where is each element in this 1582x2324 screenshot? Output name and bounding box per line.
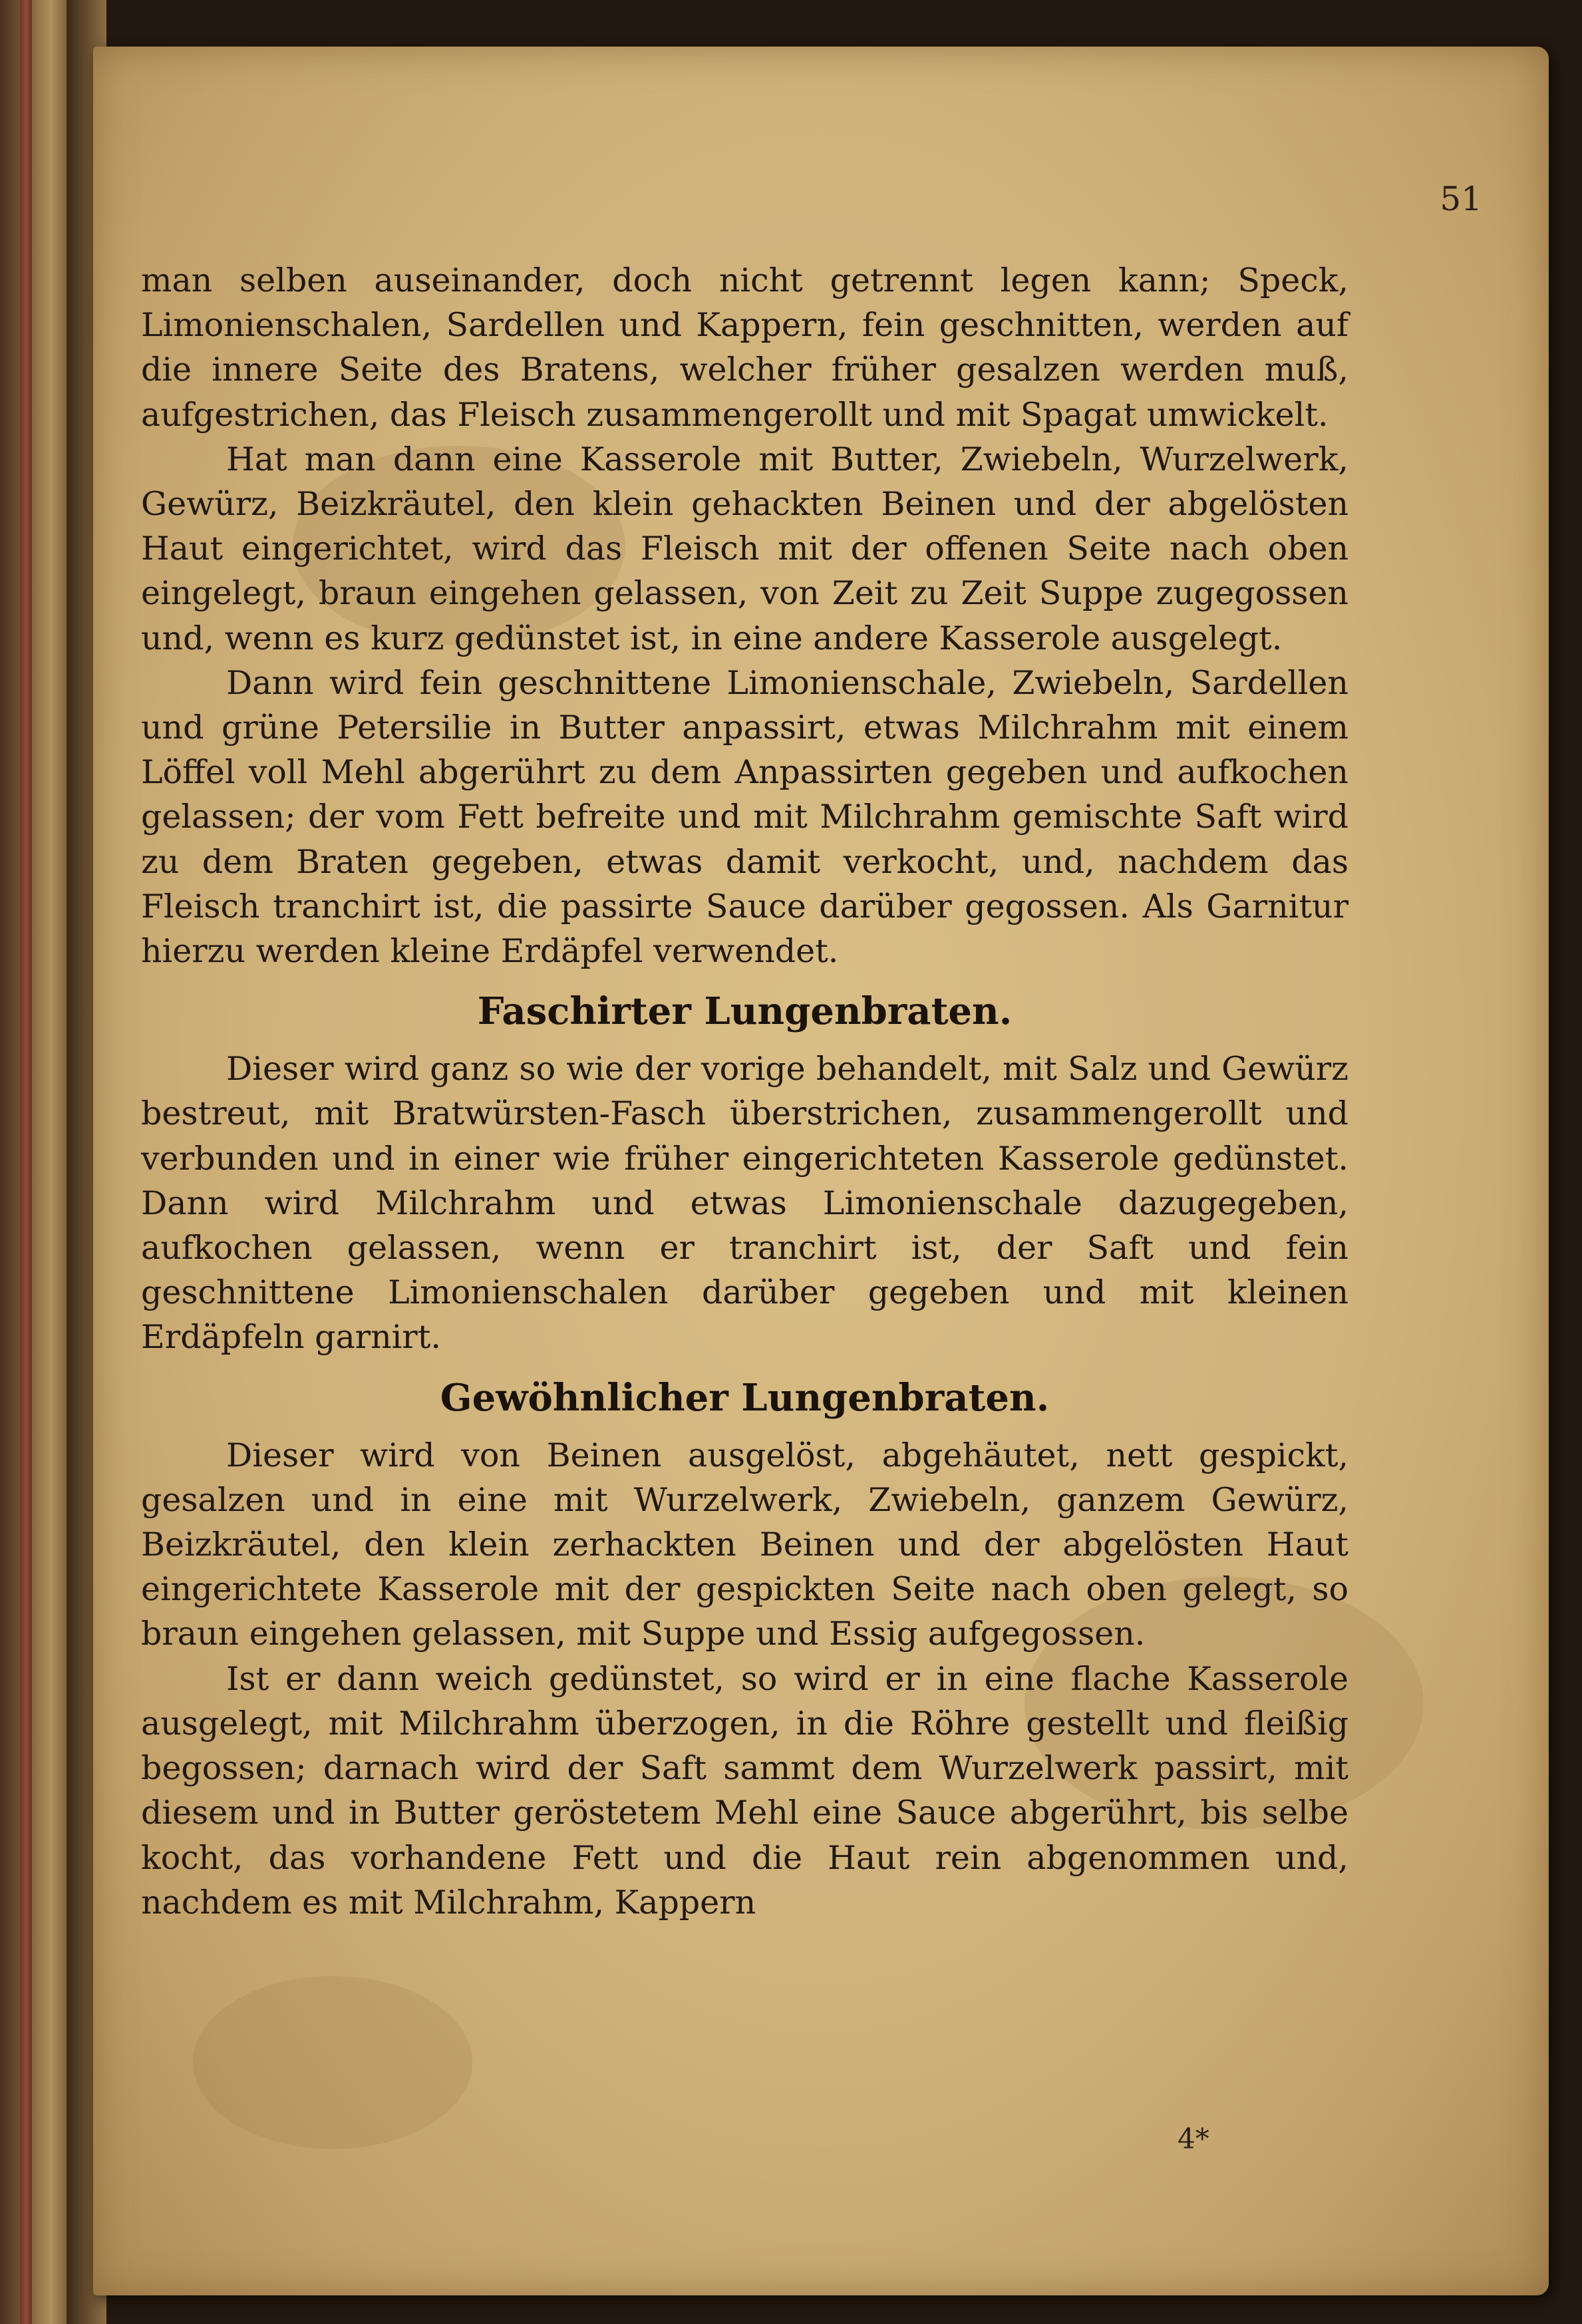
paragraph: Dann wird fein geschnittene Limonienschale, Zwiebeln, Sardellen und grüne Petersilie in Butter anpassirt, etwas Milchrahm mit einem Löffel voll Mehl abgerührt zu dem Anpassirten gegeben und aufkochen gelassen; der vom Fett befreite und mit Milchrahm gemischte Saft wird zu dem Braten gegeben, etwas damit verkocht, und, nachdem das Fleisch tranchirt ist, die passirte Sauce darüber gegossen. Als Garnitur hierzu werden kleine Erdäpfel verwendet. <box>141 663 1348 971</box>
paragraph: Dieser wird von Beinen ausgelöst, abgehäutet, nett gespickt, gesalzen und in eine mit Wurzelwerk, Zwiebeln, ganzem Gewürz, Beizkräutel, den klein zerhackten Beinen und der abgelösten Haut eingerichtete Kasserole mit der gespickten Seite nach oben gelegt, so braun eingehen gelassen, mit Suppe und Essig aufgegossen. <box>141 1436 1348 1653</box>
paragraph: man selben auseinander, doch nicht getrennt legen kann; Speck, Limonienschalen, Sardellen und Kappern, fein geschnitten, werden auf die innere Seite des Bratens, welcher früher gesalzen werden muß, aufgestrichen, das Fleisch zusammengerollt und mit Spagat umwickelt. <box>141 261 1348 434</box>
paragraph: Ist er dann weich gedünstet, so wird er in eine flache Kasserole ausgelegt, mit Milchrahm überzogen, in die Röhre gestellt und fleißig begossen; darnach wird der Saft sammt dem Wurzelwerk passirt, mit diesem und in Butter geröstetem Mehl eine Sauce abgerührt, bis selbe kocht, das vorhandene Fett und die Haut rein abgenommen und, nachdem es mit Milchrahm, Kappern <box>141 1659 1348 1921</box>
previous-page-edge <box>0 0 73 2324</box>
paragraph: Hat man dann eine Kasserole mit Butter, Zwiebeln, Wurzelwerk, Gewürz, Beizkräutel, den klein gehackten Beinen und der abgelösten Haut eingerichtet, wird das Fleisch mit der offenen Seite nach oben eingelegt, braun eingehen gelassen, von Zeit zu Zeit Suppe zugegossen und, wenn es kurz gedünstet ist, in eine andere Kasserole ausgelegt. <box>141 440 1348 657</box>
printer-signature-mark: 4* <box>1178 2122 1209 2155</box>
recipe-heading: Gewöhnlicher Lungenbraten. <box>440 1375 1050 1420</box>
page-number: 51 <box>1440 180 1482 218</box>
paragraph: Dieser wird ganz so wie der vorige behandelt, mit Salz und Gewürz bestreut, mit Bratwürsten-Fasch überstrichen, zusammengerollt und verbunden und in einer wie früher eingerichteten Kasserole gedünstet. Dann wird Milchrahm und etwas Limonienschale dazugegeben, aufkochen gelassen, wenn er tranchirt ist, der Saft und fein geschnittene Limonienschalen darüber gegeben und mit kleinen Erdäpfeln garnirt. <box>141 1050 1348 1357</box>
paper-stain <box>193 1976 472 2149</box>
binding-thread <box>20 0 32 2324</box>
page-body-text <box>141 258 1348 1925</box>
recipe-heading: Faschirter Lungenbraten. <box>477 989 1013 1034</box>
